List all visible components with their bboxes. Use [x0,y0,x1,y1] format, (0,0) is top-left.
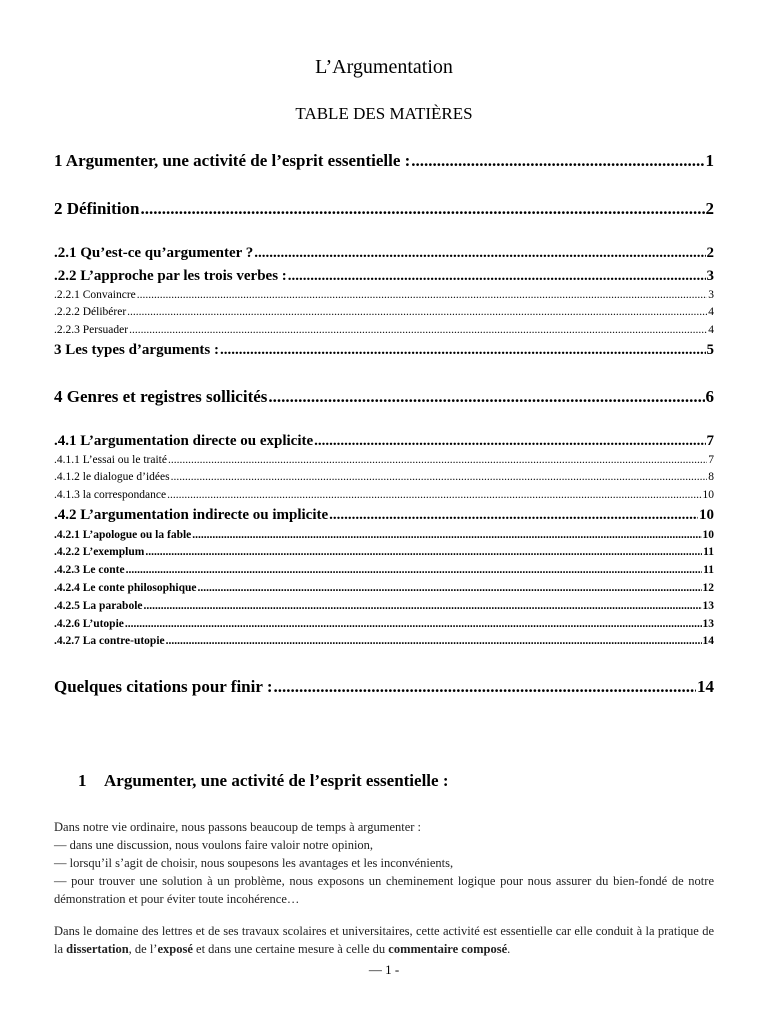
toc-entry[interactable] [54,507,714,524]
toc-leader [268,387,704,407]
toc-entry[interactable] [54,245,714,262]
toc-entry-text: .4.2.2 L’exemplum [54,546,145,558]
toc-entry-text: .2.2 L’approche par les trois verbes : [54,268,287,284]
toc-entry[interactable] [54,342,714,359]
toc-entry-page: 2 [706,245,714,261]
toc-leader [329,507,698,524]
toc-entry-text: 4 Genres et registres sollicités [54,387,268,406]
toc-entry[interactable] [54,564,714,576]
paragraph-line: Dans notre vie ordinaire, nous passons beaucoup de temps à argumenter : [54,820,422,834]
list-item: — dans une discussion, nous voulons faire valoir notre opinion, [54,838,374,852]
toc-entry-text: .4.2.7 La contre-utopie [54,635,165,647]
toc-entry-page: 12 [702,582,714,594]
toc-entry[interactable] [54,306,714,318]
paragraph-text: , de l’ [128,942,158,956]
toc-entry[interactable] [54,324,714,336]
toc-leader [411,151,704,171]
toc-entry[interactable] [54,600,714,612]
emphasis-expose: exposé [157,942,193,956]
toc-heading: TABLE DES MATIÈRES [295,104,473,123]
toc-leader [127,306,707,318]
toc-entry[interactable] [54,546,714,558]
toc-leader [171,471,708,483]
toc-entry[interactable] [54,635,714,647]
toc-entry-page: 8 [708,471,714,483]
toc-entry-page: 4 [708,324,714,336]
toc-leader [192,529,701,541]
paragraph-lettres [54,922,714,958]
toc-leader [274,677,696,697]
toc-leader [166,635,702,647]
toc-entry-text: .4.1.3 la correspondance [54,489,167,501]
toc-entry-text: .4.2.4 Le conte philosophique [54,582,197,594]
toc-entry-text: 3 Les types d’arguments : [54,342,219,358]
toc-leader [125,618,702,630]
document-title: L’Argumentation [315,56,453,78]
toc-entry-text: .2.2.2 Délibérer [54,306,127,318]
toc-entry[interactable] [54,677,714,697]
toc-entry-text: .4.2.6 L’utopie [54,618,124,630]
toc-entry-text: 1 Argumenter, une activité de l’esprit essentielle : [54,151,411,170]
toc-entry-text: .2.2.1 Convaincre [54,289,136,301]
list-item: — lorsqu’il s’agit de choisir, nous soupesons les avantages et les inconvénients, [54,856,454,870]
paragraph-text: et dans une certaine mesure à celle du [192,942,389,956]
paragraph-text: . [507,942,511,956]
toc-entry-text: Quelques citations pour finir : [54,677,273,696]
toc-entry-page: 14 [702,635,714,647]
toc-entry-text: .4.2 L’argumentation indirecte ou implicite [54,507,329,523]
toc-entry-text: 2 Définition [54,199,140,218]
toc-leader [140,199,704,219]
toc-leader [129,324,707,336]
toc-entry[interactable] [54,471,714,483]
toc-entry[interactable] [54,618,714,630]
toc-entry[interactable] [54,289,714,301]
toc-entry-page: 4 [708,306,714,318]
toc-entry[interactable] [54,387,714,407]
toc-entry-page: 5 [706,342,714,358]
toc-entry-text: .2.1 Qu’est-ce qu’argumenter ? [54,245,254,261]
toc-entry-text: .4.1.1 L’essai ou le traité [54,454,167,466]
toc-entry[interactable] [54,433,714,450]
section-heading [78,771,448,791]
toc-entry-text: .4.2.1 L’apologue ou la fable [54,529,192,541]
toc-entry[interactable] [54,489,714,501]
toc-entry-text: .4.1 L’argumentation directe ou explicite [54,433,314,449]
paragraph-text: Dans le domaine des lettres et de ses travaux scolaires et universitaires, cette activité est essentielle car elle conduit à la pratique de la [54,924,714,956]
section-heading-text: Argumenter, une activité de l’esprit essentielle : [104,771,449,790]
toc-entry-page: 13 [702,600,714,612]
section-number: 1 [78,771,87,790]
toc-entry-text: .4.1.2 le dialogue d’idées [54,471,170,483]
toc-entry-page: 10 [702,489,714,501]
toc-entry-page: 10 [702,529,714,541]
toc-entry-page: 3 [708,289,714,301]
toc-entry[interactable] [54,268,714,285]
toc-entry-page: 2 [705,199,714,218]
toc-leader [198,582,702,594]
toc-leader [220,342,706,359]
toc-entry-text: .4.2.3 Le conte [54,564,125,576]
toc-leader [126,564,703,576]
toc-leader [314,433,705,450]
toc-entry-page: 11 [703,546,714,558]
toc-leader [254,245,705,262]
toc-entry[interactable] [54,454,714,466]
toc-entry-page: 10 [699,507,714,523]
toc-entry-text: .2.2.3 Persuader [54,324,129,336]
toc-entry-page: 11 [703,564,714,576]
emphasis-dissertation: dissertation [66,942,129,956]
toc-entry-page: 1 [705,151,714,170]
toc-leader [145,546,702,558]
toc-entry-page: 13 [702,618,714,630]
page-number: — 1 - [368,962,400,977]
toc-entry[interactable] [54,199,714,219]
toc-entry-page: 7 [706,433,714,449]
toc-entry[interactable] [54,151,714,171]
toc-leader [167,489,701,501]
toc-leader [288,268,706,285]
toc-entry-page: 6 [705,387,714,406]
toc-entry[interactable] [54,529,714,541]
toc-entry-page: 3 [706,268,714,284]
toc-leader [168,454,707,466]
toc-leader [137,289,707,301]
list-item: — pour trouver une solution à un problème, nous exposons un cheminement logique pour nous assurer du bien-fondé de notre démonstration et pour éviter toute incohérence… [54,874,714,906]
toc-entry-page: 14 [697,677,714,696]
toc-entry-text: .4.2.5 La parabole [54,600,143,612]
paragraph-intro [54,818,714,908]
toc-entry[interactable] [54,582,714,594]
emphasis-commentaire: commentaire composé [388,942,508,956]
toc-leader [144,600,702,612]
toc-entry-page: 7 [708,454,714,466]
